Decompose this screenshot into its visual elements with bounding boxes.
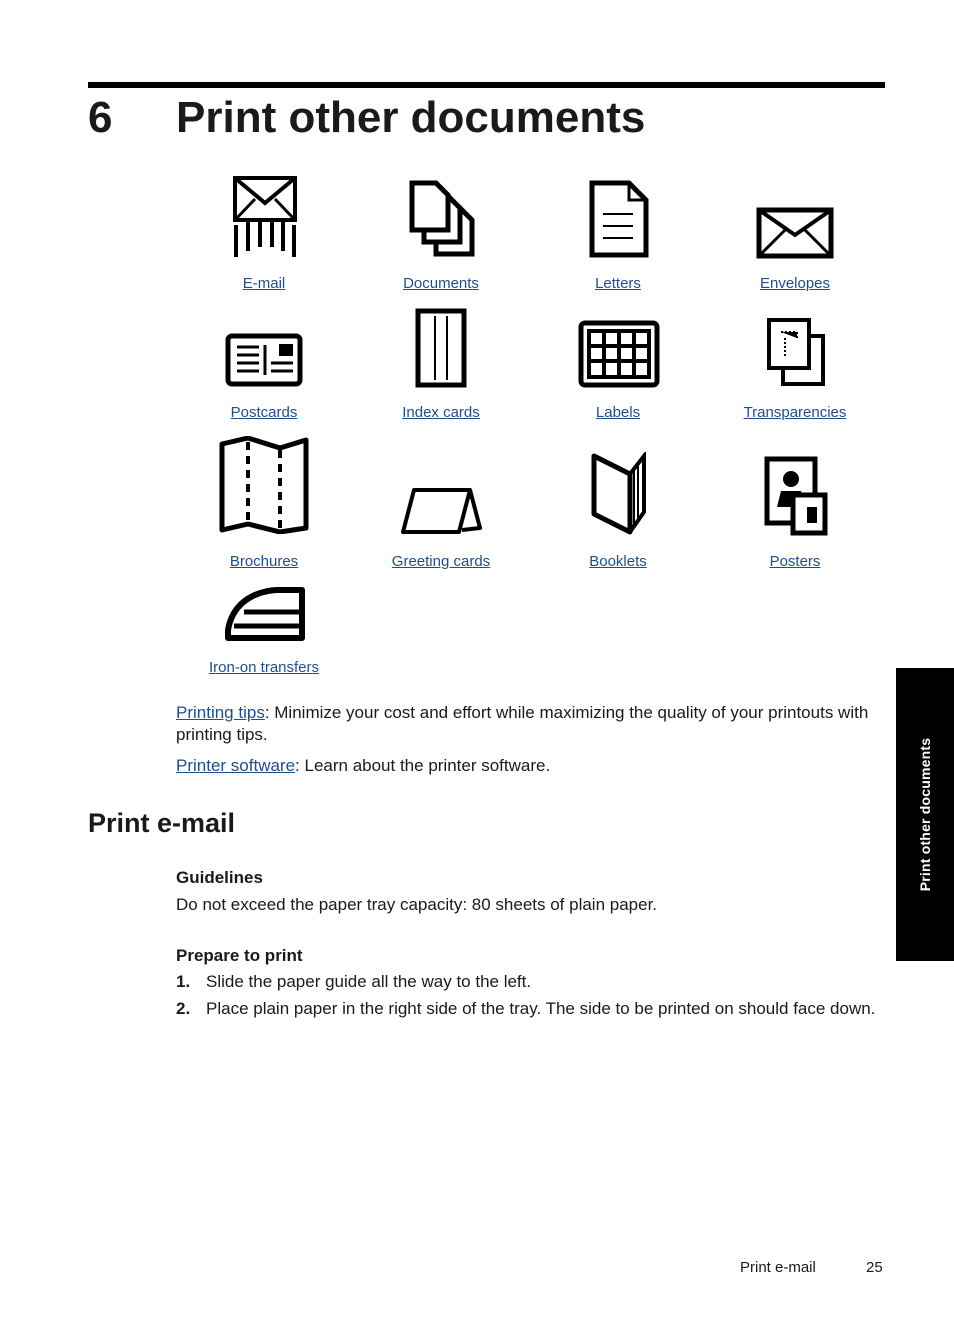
- printing-tips-text: : Minimize your cost and effort while maximizing the quality of your printouts with printing tips.: [176, 703, 869, 744]
- link-index-cards[interactable]: Index cards: [402, 404, 480, 421]
- chapter-title: Print other documents: [176, 93, 646, 142]
- iron-icon[interactable]: [224, 584, 306, 642]
- brochure-icon[interactable]: [218, 436, 310, 534]
- email-icon[interactable]: [230, 175, 300, 259]
- chapter-rule: [88, 82, 885, 88]
- link-documents[interactable]: Documents: [403, 275, 479, 292]
- side-tab-label: Print other documents: [917, 737, 933, 892]
- link-booklets[interactable]: Booklets: [589, 553, 647, 570]
- link-brochures[interactable]: Brochures: [229, 553, 299, 570]
- chapter-side-tab: [896, 668, 954, 961]
- link-greeting-cards[interactable]: Greeting cards: [391, 553, 491, 570]
- link-iron-on-transfers[interactable]: Iron-on transfers: [208, 659, 320, 676]
- link-letters[interactable]: Letters: [595, 275, 641, 292]
- greeting-card-icon[interactable]: [400, 486, 484, 536]
- link-transparencies[interactable]: Transparencies: [743, 404, 847, 421]
- link-postcards[interactable]: Postcards: [230, 404, 298, 421]
- step-text: Slide the paper guide all the way to the left.: [206, 972, 532, 991]
- index-card-icon[interactable]: [415, 308, 467, 388]
- poster-icon[interactable]: [763, 455, 829, 537]
- footer-section-label: Print e-mail: [740, 1259, 816, 1276]
- transparency-icon[interactable]: [765, 316, 827, 388]
- envelope-icon[interactable]: [756, 207, 834, 259]
- link-envelopes[interactable]: Envelopes: [759, 275, 831, 292]
- booklet-icon[interactable]: [590, 452, 648, 536]
- printer-software-paragraph: [176, 755, 888, 777]
- step-number: 1.: [176, 972, 191, 991]
- documents-icon[interactable]: [408, 180, 476, 258]
- printer-software-link[interactable]: Printer software: [176, 756, 296, 775]
- postcard-icon[interactable]: [225, 333, 303, 387]
- link-labels[interactable]: Labels: [595, 404, 641, 421]
- page-number: 25: [866, 1259, 883, 1276]
- labels-icon[interactable]: [578, 320, 660, 388]
- guidelines-text: Do not exceed the paper tray capacity: 80 sheets of plain paper.: [176, 895, 658, 914]
- prepare-heading: Prepare to print: [176, 946, 303, 965]
- letter-icon[interactable]: [589, 180, 649, 258]
- link-email[interactable]: E-mail: [242, 275, 286, 292]
- guidelines-heading: Guidelines: [176, 868, 263, 887]
- printer-software-text: : Learn about the printer software.: [295, 756, 551, 775]
- step-number: 2.: [176, 999, 191, 1018]
- step-text: Place plain paper in the right side of the tray. The side to be printed on should face down.: [206, 999, 876, 1018]
- chapter-number: 6: [88, 93, 113, 142]
- section-title: Print e-mail: [88, 808, 236, 838]
- printing-tips-paragraph: [176, 702, 888, 746]
- link-posters[interactable]: Posters: [769, 553, 821, 570]
- printing-tips-link[interactable]: Printing tips: [176, 703, 265, 722]
